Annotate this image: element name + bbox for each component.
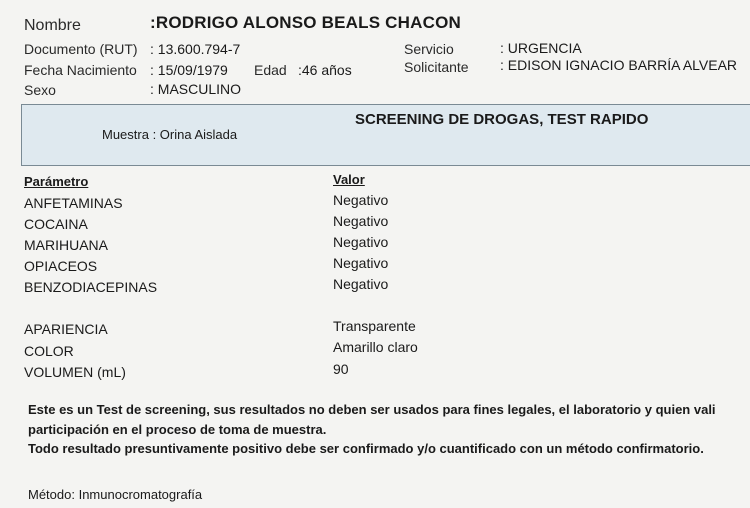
table-row-value: 90 bbox=[333, 361, 349, 377]
table-row-value: Amarillo claro bbox=[333, 339, 418, 355]
parameter-header: Parámetro bbox=[24, 174, 89, 189]
table-row-param: APARIENCIA bbox=[24, 321, 108, 337]
table-row-param: COCAINA bbox=[24, 216, 88, 232]
table-row-value: Negativo bbox=[333, 255, 389, 271]
document-value: : 13.600.794-7 bbox=[150, 41, 241, 57]
table-row-value: Negativo bbox=[333, 234, 389, 250]
name-label: Nombre bbox=[24, 17, 81, 34]
table-row-param: BENZODIACEPINAS bbox=[24, 279, 158, 295]
requester-label: Solicitante bbox=[404, 59, 469, 75]
table-row-value: Negativo bbox=[333, 276, 389, 292]
disclaimer-line-1: Este es un Test de screening, sus resultados no deben ser usados para fines legales, el laboratorio y quien vali bbox=[28, 402, 716, 417]
table-row-value: Negativo bbox=[333, 213, 389, 229]
table-row-param: ANFETAMINAS bbox=[24, 195, 123, 211]
patient-name: :RODRIGO ALONSO BEALS CHACON bbox=[150, 13, 461, 32]
sample-type: Muestra : Orina Aislada bbox=[102, 127, 238, 142]
table-row-value: Negativo bbox=[333, 192, 389, 208]
method-text: Método: Inmunocromatografía bbox=[28, 487, 203, 502]
table-row-param: OPIACEOS bbox=[24, 258, 98, 274]
birthdate-label: Fecha Nacimiento bbox=[24, 62, 137, 78]
requester-value: : EDISON IGNACIO BARRÍA ALVEAR bbox=[500, 57, 738, 73]
value-header: Valor bbox=[333, 172, 365, 187]
disclaimer-line-2: participación en el proceso de toma de muestra. bbox=[28, 422, 327, 437]
document-label: Documento (RUT) bbox=[24, 41, 138, 57]
disclaimer-line-3: Todo resultado presuntivamente positivo debe ser confirmado y/o cuantificado con un método confirmatorio. bbox=[28, 441, 704, 456]
birthdate-value: : 15/09/1979 bbox=[150, 62, 228, 78]
service-value: : URGENCIA bbox=[500, 40, 582, 56]
test-title: SCREENING DE DROGAS, TEST RAPIDO bbox=[355, 111, 649, 128]
sex-label: Sexo bbox=[24, 82, 56, 98]
sex-value: : MASCULINO bbox=[150, 81, 242, 97]
age-value: :46 años bbox=[298, 62, 352, 78]
service-label: Servicio bbox=[404, 41, 454, 57]
table-row-param: MARIHUANA bbox=[24, 237, 109, 253]
table-row-param: COLOR bbox=[24, 343, 74, 359]
table-row-value: Transparente bbox=[333, 318, 416, 334]
table-row-param: VOLUMEN (mL) bbox=[24, 364, 126, 380]
age-label: Edad bbox=[254, 62, 287, 78]
